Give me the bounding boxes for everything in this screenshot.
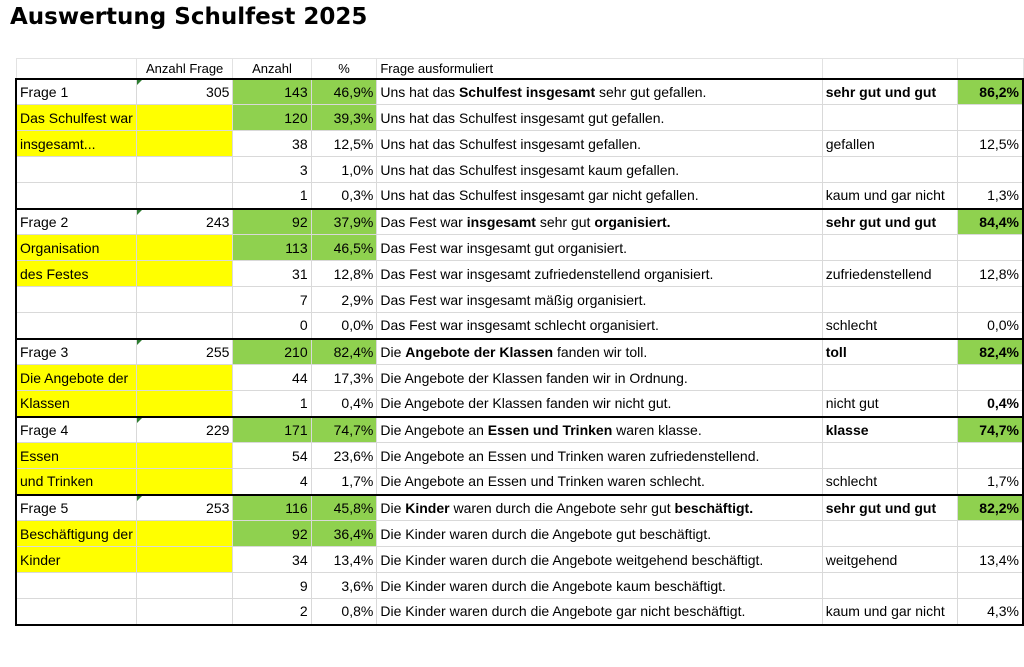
table-row [16, 365, 1023, 391]
statement-part: Das Fest war insgesamt mäßig organisiert. [380, 291, 647, 308]
answer-statement [377, 183, 822, 209]
question-title-line: insgesamt... [16, 131, 136, 157]
answer-count: 116 [233, 495, 311, 521]
header-percent: % [311, 59, 377, 79]
header-anzahl: Anzahl [233, 59, 311, 79]
answer-statement [377, 261, 822, 287]
statement-part: Uns hat das Schulfest insgesamt kaum gefallen. [380, 161, 680, 178]
table-row [16, 443, 1023, 469]
statement-part: Die Kinder waren durch die Angebote gar nicht beschäftigt. [380, 603, 746, 620]
answer-statement [377, 209, 822, 235]
summary-percent [957, 105, 1023, 131]
answer-percent: 13,4% [311, 547, 377, 573]
statement-part: beschäftigt. [674, 499, 754, 516]
table-row [16, 417, 1023, 443]
summary-percent: 0,0% [957, 313, 1023, 339]
answer-statement [377, 287, 822, 313]
summary-percent: 84,4% [957, 209, 1023, 235]
empty-cell [136, 287, 233, 313]
summary-percent: 1,3% [957, 183, 1023, 209]
results-table [15, 58, 1024, 626]
answer-count: 92 [233, 521, 311, 547]
summary-label [822, 521, 957, 547]
summary-label [822, 573, 957, 599]
question-total: 255 [136, 339, 233, 365]
question-title-fill [136, 105, 233, 131]
table-row [16, 339, 1023, 365]
empty-cell [136, 157, 233, 183]
summary-label: sehr gut und gut [822, 209, 957, 235]
question-title-line: Organisation [16, 235, 136, 261]
header-anzahl-frage: Anzahl Frage [136, 59, 233, 79]
answer-percent: 1,7% [311, 469, 377, 495]
question-total: 253 [136, 495, 233, 521]
question-total: 229 [136, 417, 233, 443]
statement-part: Die Angebote der Klassen fanden wir nicht gut. [380, 395, 672, 412]
statement-part: organisiert. [594, 213, 671, 230]
question-label: Frage 1 [16, 79, 136, 105]
question-title-line: Die Angebote der [16, 365, 136, 391]
header-frage: Frage ausformuliert [377, 59, 822, 79]
question-total: 243 [136, 209, 233, 235]
question-title-fill [136, 521, 233, 547]
summary-percent [957, 365, 1023, 391]
statement-part: Kinder [405, 499, 450, 516]
question-title-fill [136, 547, 233, 573]
statement-part: Das Fest war [380, 213, 467, 230]
table-row [16, 391, 1023, 417]
question-title-fill [136, 235, 233, 261]
answer-percent: 74,7% [311, 417, 377, 443]
statement-part: sehr gut [535, 213, 595, 230]
answer-count: 44 [233, 365, 311, 391]
answer-percent: 2,9% [311, 287, 377, 313]
answer-count: 120 [233, 105, 311, 131]
answer-percent: 0,8% [311, 599, 377, 625]
summary-label [822, 365, 957, 391]
table-row [16, 469, 1023, 495]
summary-label [822, 105, 957, 131]
table-row [16, 495, 1023, 521]
question-title-fill [136, 261, 233, 287]
statement-part: Die Angebote der Klassen fanden wir in Ordnung. [380, 369, 688, 386]
statement-part: Die Kinder waren durch die Angebote kaum beschäftigt. [380, 577, 726, 594]
summary-percent [957, 157, 1023, 183]
summary-percent: 0,4% [957, 391, 1023, 417]
summary-percent: 74,7% [957, 417, 1023, 443]
summary-percent [957, 443, 1023, 469]
answer-statement [377, 131, 822, 157]
summary-label: zufriedenstellend [822, 261, 957, 287]
question-total: 305 [136, 79, 233, 105]
answer-count: 54 [233, 443, 311, 469]
question-title-fill [136, 443, 233, 469]
answer-percent: 45,8% [311, 495, 377, 521]
statement-part: Essen und Trinken [487, 421, 613, 438]
answer-statement [377, 495, 822, 521]
statement-part: Die [380, 343, 406, 360]
summary-percent: 82,2% [957, 495, 1023, 521]
summary-percent: 1,7% [957, 469, 1023, 495]
question-title-line: Klassen [16, 391, 136, 417]
answer-count: 1 [233, 391, 311, 417]
statement-part: Die Kinder waren durch die Angebote gut beschäftigt. [380, 525, 712, 542]
question-title-line: Kinder [16, 547, 136, 573]
summary-label: nicht gut [822, 391, 957, 417]
answer-count: 1 [233, 183, 311, 209]
empty-cell [16, 573, 136, 599]
answer-count: 171 [233, 417, 311, 443]
statement-part: Das Fest war insgesamt gut organisiert. [380, 239, 627, 256]
answer-percent: 0,4% [311, 391, 377, 417]
answer-statement [377, 235, 822, 261]
statement-part: Die Angebote an Essen und Trinken waren zufriedenstellend. [380, 447, 760, 464]
answer-statement [377, 339, 822, 365]
statement-part: Die Angebote an Essen und Trinken waren schlecht. [380, 473, 705, 490]
question-label: Frage 5 [16, 495, 136, 521]
summary-label: gefallen [822, 131, 957, 157]
summary-label: schlecht [822, 469, 957, 495]
answer-count: 2 [233, 599, 311, 625]
summary-label: sehr gut und gut [822, 79, 957, 105]
answer-percent: 1,0% [311, 157, 377, 183]
answer-count: 210 [233, 339, 311, 365]
summary-percent: 13,4% [957, 547, 1023, 573]
summary-label [822, 287, 957, 313]
statement-part: insgesamt [466, 213, 536, 230]
empty-cell [16, 287, 136, 313]
table-row [16, 547, 1023, 573]
answer-statement [377, 469, 822, 495]
table-row [16, 521, 1023, 547]
empty-cell [16, 183, 136, 209]
statement-part: waren durch die Angebote sehr gut [449, 499, 675, 516]
table-row [16, 105, 1023, 131]
answer-percent: 82,4% [311, 339, 377, 365]
table-row [16, 183, 1023, 209]
answer-statement [377, 391, 822, 417]
summary-label [822, 157, 957, 183]
answer-percent: 46,5% [311, 235, 377, 261]
answer-count: 0 [233, 313, 311, 339]
empty-cell [16, 599, 136, 625]
summary-percent: 12,8% [957, 261, 1023, 287]
question-label: Frage 4 [16, 417, 136, 443]
question-title-fill [136, 391, 233, 417]
answer-count: 9 [233, 573, 311, 599]
answer-statement [377, 547, 822, 573]
answer-count: 3 [233, 157, 311, 183]
statement-part: Uns hat das [380, 83, 459, 100]
table-row [16, 131, 1023, 157]
answer-percent: 0,3% [311, 183, 377, 209]
empty-cell [16, 313, 136, 339]
answer-statement [377, 521, 822, 547]
summary-label: weitgehend [822, 547, 957, 573]
answer-percent: 37,9% [311, 209, 377, 235]
answer-percent: 0,0% [311, 313, 377, 339]
statement-part: Uns hat das Schulfest insgesamt gefallen. [380, 135, 642, 152]
summary-label: toll [822, 339, 957, 365]
empty-cell [16, 157, 136, 183]
statement-part: Die [380, 499, 406, 516]
header-empty-3 [957, 59, 1023, 79]
answer-statement [377, 157, 822, 183]
statement-part: Das Fest war insgesamt zufriedenstellend organisiert. [380, 265, 714, 282]
answer-count: 31 [233, 261, 311, 287]
table-row [16, 287, 1023, 313]
question-title-line: Beschäftigung der [16, 521, 136, 547]
statement-part: waren klasse. [612, 421, 702, 438]
statement-part: fanden wir toll. [553, 343, 648, 360]
question-title-line: des Festes [16, 261, 136, 287]
answer-percent: 12,8% [311, 261, 377, 287]
answer-statement [377, 365, 822, 391]
answer-count: 7 [233, 287, 311, 313]
page-title: Auswertung Schulfest 2025 [10, 4, 368, 30]
answer-count: 38 [233, 131, 311, 157]
table-row [16, 209, 1023, 235]
answer-percent: 23,6% [311, 443, 377, 469]
table-row [16, 235, 1023, 261]
summary-percent [957, 573, 1023, 599]
summary-label: kaum und gar nicht [822, 599, 957, 625]
table-row [16, 599, 1023, 625]
statement-part: Uns hat das Schulfest insgesamt gut gefallen. [380, 109, 665, 126]
statement-part: Das Fest war insgesamt schlecht organisiert. [380, 317, 659, 334]
table-row [16, 313, 1023, 339]
summary-label: kaum und gar nicht [822, 183, 957, 209]
table-row [16, 157, 1023, 183]
question-title-line: und Trinken [16, 469, 136, 495]
answer-percent: 46,9% [311, 79, 377, 105]
summary-label [822, 235, 957, 261]
table-row [16, 261, 1023, 287]
summary-percent: 82,4% [957, 339, 1023, 365]
answer-count: 143 [233, 79, 311, 105]
answer-count: 113 [233, 235, 311, 261]
answer-statement [377, 105, 822, 131]
answer-statement [377, 443, 822, 469]
summary-percent [957, 521, 1023, 547]
answer-count: 92 [233, 209, 311, 235]
statement-part: Angebote der Klassen [405, 343, 554, 360]
question-label: Frage 3 [16, 339, 136, 365]
answer-percent: 12,5% [311, 131, 377, 157]
answer-statement [377, 599, 822, 625]
answer-statement [377, 573, 822, 599]
answer-count: 34 [233, 547, 311, 573]
summary-label [822, 443, 957, 469]
question-title-line: Essen [16, 443, 136, 469]
statement-part: sehr gut gefallen. [595, 83, 707, 100]
statement-part: Uns hat das Schulfest insgesamt gar nicht gefallen. [380, 187, 699, 204]
empty-cell [136, 599, 233, 625]
table-row [16, 573, 1023, 599]
header-empty-2 [822, 59, 957, 79]
answer-statement [377, 79, 822, 105]
empty-cell [136, 313, 233, 339]
answer-percent: 17,3% [311, 365, 377, 391]
summary-percent [957, 287, 1023, 313]
answer-statement [377, 313, 822, 339]
answer-percent: 39,3% [311, 105, 377, 131]
header-empty [16, 59, 136, 79]
statement-part: Die Angebote an [380, 421, 488, 438]
answer-percent: 36,4% [311, 521, 377, 547]
empty-cell [136, 183, 233, 209]
answer-percent: 3,6% [311, 573, 377, 599]
header-row [16, 59, 1023, 79]
summary-percent [957, 235, 1023, 261]
summary-label: sehr gut und gut [822, 495, 957, 521]
answer-count: 4 [233, 469, 311, 495]
statement-part: Schulfest insgesamt [458, 83, 596, 100]
summary-percent: 12,5% [957, 131, 1023, 157]
empty-cell [136, 573, 233, 599]
summary-label: schlecht [822, 313, 957, 339]
table-row [16, 79, 1023, 105]
answer-statement [377, 417, 822, 443]
question-title-fill [136, 469, 233, 495]
statement-part: Die Kinder waren durch die Angebote weitgehend beschäftigt. [380, 551, 764, 568]
question-title-fill [136, 365, 233, 391]
question-label: Frage 2 [16, 209, 136, 235]
question-title-line: Das Schulfest war [16, 105, 136, 131]
summary-percent: 4,3% [957, 599, 1023, 625]
summary-label: klasse [822, 417, 957, 443]
question-title-fill [136, 131, 233, 157]
summary-percent: 86,2% [957, 79, 1023, 105]
table-body [16, 59, 1023, 625]
